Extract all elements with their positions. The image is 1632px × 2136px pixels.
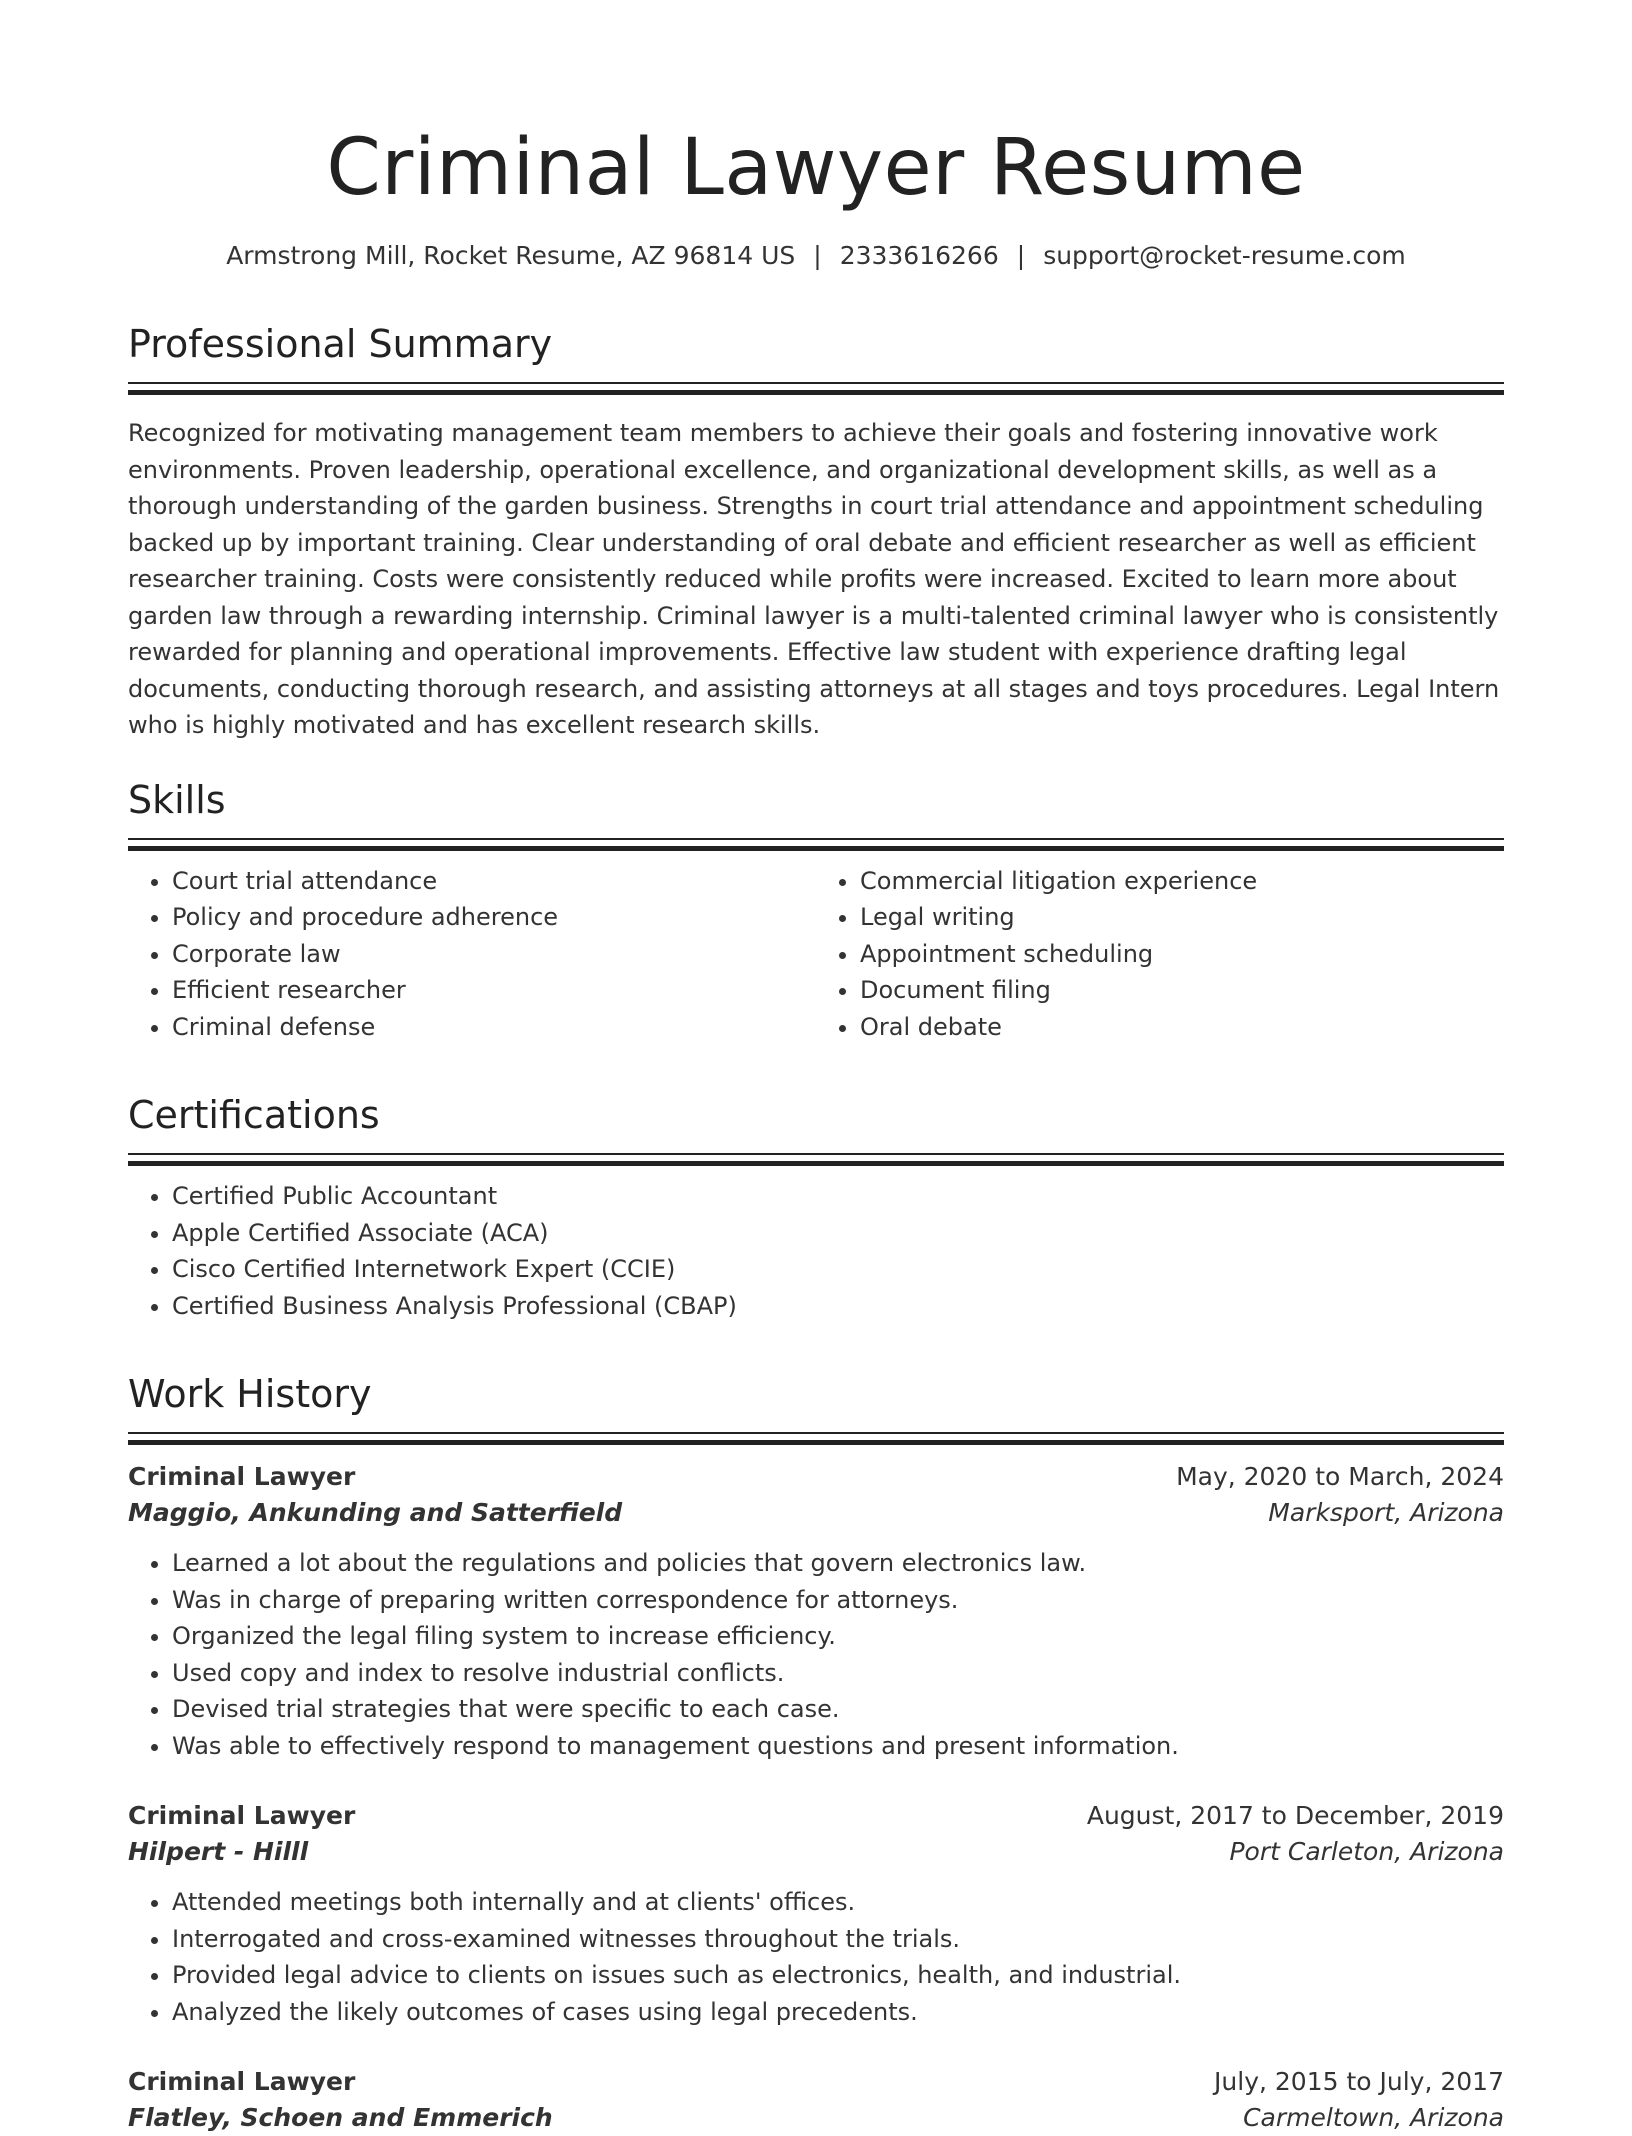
contact-separator: | [813, 241, 822, 270]
resume-page [128, 0, 1504, 2136]
job-dates: July, 2015 to July, 2017 [1214, 2067, 1504, 2096]
job-bullet: • Analyzed the likely outcomes of cases using legal precedents. [172, 1994, 1504, 2031]
section-divider [128, 382, 1504, 384]
job-bullet-list [128, 1884, 1504, 2030]
contact-phone: 2333616266 [839, 241, 999, 270]
skill-item: • Efficient researcher [172, 972, 816, 1009]
contact-address: Armstrong Mill, Rocket Resume, AZ 96814 US [226, 241, 796, 270]
certifications-list [128, 1178, 1504, 1324]
section-divider-thick [128, 1440, 1504, 1445]
job-role: Criminal Lawyer [128, 2067, 356, 2096]
resume-title: Criminal Lawyer Resume [326, 123, 1306, 213]
job-header [128, 1459, 1504, 1495]
job-company: Maggio, Ankunding and Satterfield [128, 1498, 623, 1527]
skills-list-left [128, 863, 816, 1046]
section-heading-certifications: Certifications [128, 1093, 380, 1137]
job-bullet: • Was able to effectively respond to management questions and present information. [172, 1728, 1504, 1765]
job-bullet: • Devised trial strategies that were specific to each case. [172, 1691, 1504, 1728]
skill-item: • Oral debate [860, 1009, 1504, 1046]
job-role: Criminal Lawyer [128, 1801, 356, 1830]
job-bullet: • Organized the legal filing system to increase efficiency. [172, 1618, 1504, 1655]
section-heading-work-history: Work History [128, 1372, 372, 1416]
skill-item: • Commercial litigation experience [860, 863, 1504, 900]
skill-item: • Court trial attendance [172, 863, 816, 900]
summary-text: Recognized for motivating management team members to achieve their goals and fostering innovative work environments. Proven leadership, operational excellence, and organizational development skills, as well as a thorough understanding of the garden business. Strengths in court trial attendance and appointment scheduling backed up by important training. Clear understanding of oral debate and efficient researcher as well as efficient researcher training. Costs were consistently reduced while profits were increased. Excited to learn more about garden law through a rewarding internship. Criminal lawyer is a multi-talented criminal lawyer who is consistently rewarded for planning and operational improvements. Effective law student with experience drafting legal documents, conducting thorough research, and assisting attorneys at all stages and toys procedures. Legal Intern who is highly motivated and has excellent research skills. [128, 419, 1500, 739]
job-company: Flatley, Schoen and Emmerich [128, 2103, 553, 2132]
contact-line [128, 240, 1504, 272]
certification-item: • Apple Certified Associate (ACA) [172, 1215, 1504, 1252]
section-divider-thick [128, 846, 1504, 851]
section-divider [128, 1153, 1504, 1155]
job-company: Hilpert - Hilll [128, 1837, 309, 1866]
job-bullet: • Learned a lot about the regulations and policies that govern electronics law. [172, 1545, 1504, 1582]
section-divider [128, 838, 1504, 840]
job-bullet: • Interrogated and cross-examined witnesses throughout the trials. [172, 1921, 1504, 1958]
section-heading-summary: Professional Summary [128, 322, 553, 366]
job-role: Criminal Lawyer [128, 1462, 356, 1491]
skills-list-right [816, 863, 1504, 1046]
certifications-section [128, 1091, 1504, 1324]
job-subheader [128, 1834, 1504, 1870]
job-subheader [128, 2100, 1504, 2136]
job-subheader [128, 1495, 1504, 1531]
job-location: Port Carleton, Arizona [1229, 1837, 1504, 1866]
section-divider-thick [128, 390, 1504, 395]
job-entry [128, 1798, 1504, 2030]
work-history-section [128, 1370, 1504, 2136]
job-location: Carmeltown, Arizona [1243, 2103, 1504, 2132]
job-header [128, 2064, 1504, 2100]
job-bullet-list [128, 1545, 1504, 1764]
job-location: Marksport, Arizona [1268, 1498, 1504, 1527]
summary-section [128, 320, 1504, 744]
contact-separator: | [1016, 241, 1026, 270]
job-entry [128, 2064, 1504, 2136]
skill-item: • Appointment scheduling [860, 936, 1504, 973]
job-header [128, 1798, 1504, 1834]
contact-email[interactable]: support@rocket-resume.com [1043, 241, 1406, 270]
job-bullet: • Was in charge of preparing written correspondence for attorneys. [172, 1582, 1504, 1619]
job-dates: August, 2017 to December, 2019 [1086, 1801, 1504, 1830]
skills-section [128, 776, 1504, 1046]
section-divider-thick [128, 1161, 1504, 1166]
job-bullet: • Provided legal advice to clients on issues such as electronics, health, and industrial. [172, 1957, 1504, 1994]
job-dates: May, 2020 to March, 2024 [1176, 1462, 1504, 1491]
skills-grid [128, 863, 1504, 1046]
section-heading-skills: Skills [128, 777, 226, 822]
job-bullet: • Used copy and index to resolve industrial conflicts. [172, 1655, 1504, 1692]
skill-item: • Policy and procedure adherence [172, 899, 816, 936]
certification-item: • Cisco Certified Internetwork Expert (CCIE) [172, 1251, 1504, 1288]
skill-item: • Legal writing [860, 899, 1504, 936]
section-divider [128, 1432, 1504, 1434]
skill-item: • Criminal defense [172, 1009, 816, 1046]
certification-item: • Certified Public Accountant [172, 1178, 1504, 1215]
certification-item: • Certified Business Analysis Professional (CBAP) [172, 1288, 1504, 1325]
skill-item: • Corporate law [172, 936, 816, 973]
job-entry [128, 1459, 1504, 1764]
skill-item: • Document filing [860, 972, 1504, 1009]
job-bullet: • Attended meetings both internally and at clients' offices. [172, 1884, 1504, 1921]
